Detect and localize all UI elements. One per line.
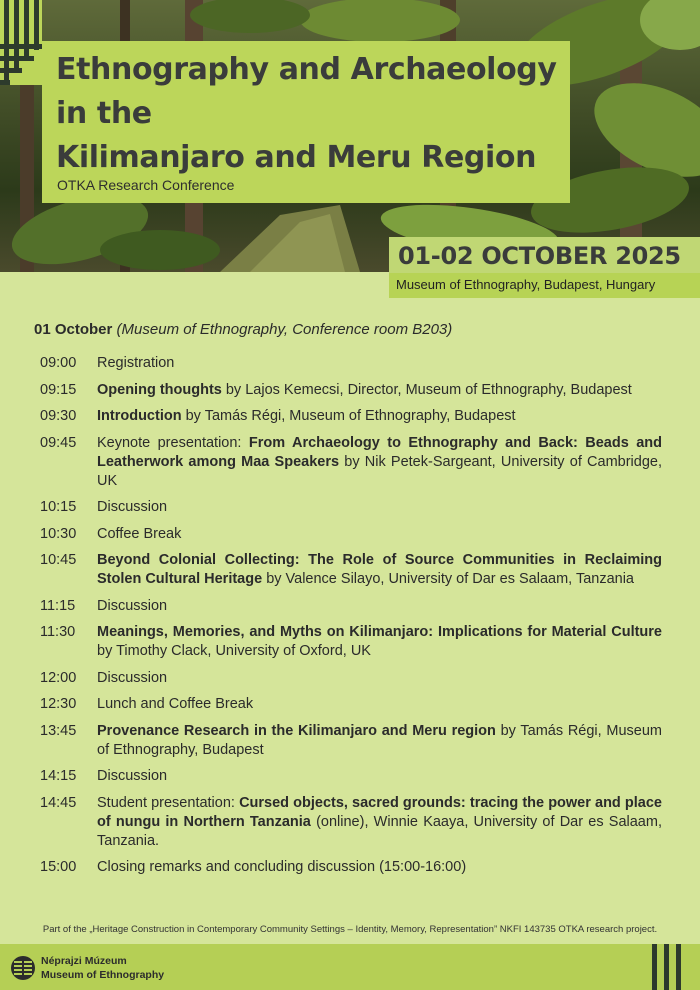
schedule-text-bold: Provenance Research in the Kilimanjaro and Meru region [97, 722, 496, 739]
schedule-text-post: by Tamás Régi, Museum of Ethnography, Budapest [181, 408, 516, 424]
schedule-text-post: by Lajos Kemecsi, Director, Museum of Ethnography, Budapest [221, 381, 632, 398]
schedule-row [40, 354, 662, 373]
schedule-text-pre: Discussion [97, 499, 168, 515]
schedule-text-post: by Timothy Clack, University of Oxford, UK [97, 643, 371, 659]
schedule-row [40, 597, 662, 616]
schedule-time: 09:00 [40, 355, 77, 371]
schedule-row [40, 722, 662, 760]
museum-name-hungarian: Néprajzi Múzeum [41, 955, 127, 967]
conference-title [56, 48, 576, 180]
schedule-text-pre: Student presentation: [97, 794, 240, 811]
schedule-text-bold: Introduction [97, 408, 182, 424]
schedule-row [40, 767, 662, 786]
schedule-text-bold: Cursed objects, sacred grounds: tracing the power and place of nungu in Northern Tanzania [97, 794, 662, 830]
corner-stripes-decoration [0, 0, 42, 85]
schedule-row [40, 525, 662, 544]
footer-bar [0, 944, 700, 990]
project-note: Part of the „Heritage Construction in Contemporary Community Settings – Identity, Memory, Representation” NKFI 143735 OTKA research project. [42, 924, 658, 935]
schedule-description [97, 407, 662, 426]
schedule-row [40, 407, 662, 426]
schedule-description [97, 354, 662, 373]
schedule-time: 12:30 [40, 696, 77, 712]
schedule-text-pre: Discussion [97, 669, 168, 686]
schedule-text-bold: From Archaeology to Ethnography and Back: Beads and Leatherwork among Maa Speakers [97, 434, 662, 470]
museum-name-english: Museum of Ethnography [41, 969, 165, 981]
schedule-text-post: by Tamás Régi, Museum of Ethnography, Budapest [97, 722, 662, 758]
schedule-description [97, 767, 662, 786]
day-location: (Museum of Ethnography, Conference room B203) [116, 321, 453, 338]
schedule-row [40, 551, 662, 589]
schedule-row [40, 381, 662, 400]
title-line-3: Kilimanjaro and Meru Region [56, 140, 537, 175]
schedule-time: 14:15 [40, 768, 77, 784]
schedule-description [97, 381, 662, 400]
day-label: 01 October [34, 321, 113, 338]
schedule-description [97, 551, 662, 589]
title-line-2: in the [56, 96, 152, 131]
schedule-row [40, 434, 662, 491]
schedule-text-pre: Keynote presentation: [97, 434, 249, 451]
schedule-row [40, 858, 662, 877]
schedule-text-pre: Registration [97, 355, 175, 371]
schedule-time: 10:15 [40, 499, 77, 515]
schedule-time: 11:30 [40, 624, 76, 640]
schedule-text-bold: Opening thoughts [97, 381, 222, 398]
schedule-text-bold: Beyond Colonial Collecting: The Role of Source Communities in Reclaiming Stolen Cultural Heritage [97, 552, 662, 587]
schedule-row [40, 669, 662, 688]
schedule-description [97, 695, 662, 714]
schedule-description [97, 858, 662, 877]
schedule-time: 09:15 [40, 381, 77, 398]
conference-venue: Museum of Ethnography, Budapest, Hungary [396, 277, 656, 292]
schedule-text-pre: Lunch and Coffee Break [97, 696, 254, 712]
schedule-row [40, 794, 662, 851]
schedule-time: 12:00 [40, 669, 77, 686]
schedule-description [97, 794, 662, 851]
schedule-text-pre: Coffee Break [97, 525, 182, 542]
schedule-time: 13:45 [40, 722, 77, 739]
schedule-description [97, 597, 662, 616]
schedule-text-post: by Valence Silayo, University of Dar es Salaam, Tanzania [262, 571, 634, 587]
schedule-text-pre: Discussion [97, 597, 168, 614]
schedule-description [97, 623, 662, 661]
schedule-text-pre: Discussion [97, 768, 168, 784]
schedule-description [97, 498, 662, 517]
footer-stripes-decoration [652, 944, 692, 990]
schedule-time: 09:45 [40, 434, 77, 451]
museum-logo-icon [10, 955, 36, 981]
schedule-time: 15:00 [40, 859, 77, 875]
schedule-row [40, 623, 662, 661]
schedule-text-pre: Closing remarks and concluding discussion (15:00-16:00) [97, 859, 467, 875]
schedule-text-bold: Meanings, Memories, and Myths on Kilimanjaro: Implications for Material Culture [97, 624, 662, 640]
schedule-text-post: (online), Winnie Kaaya, University of Dar es Salaam, Tanzania. [97, 813, 662, 849]
schedule-row [40, 498, 662, 517]
schedule-time: 10:30 [40, 525, 77, 542]
schedule-description [97, 434, 662, 491]
day-heading [34, 321, 452, 338]
conference-subtitle: OTKA Research Conference [57, 177, 235, 193]
schedule-text-post: by Nik Petek-Sargeant, University of Cambridge, UK [97, 453, 662, 489]
schedule-description [97, 669, 662, 688]
conference-date: 01-02 OCTOBER 2025 [398, 242, 681, 270]
schedule-description [97, 525, 662, 544]
schedule-time: 11:15 [40, 597, 76, 614]
title-line-1: Ethnography and Archaeology [56, 52, 557, 87]
schedule-time: 09:30 [40, 408, 77, 424]
schedule-time: 10:45 [40, 552, 77, 568]
schedule-description [97, 722, 662, 760]
schedule-list [40, 354, 662, 885]
schedule-row [40, 695, 662, 714]
schedule-time: 14:45 [40, 794, 77, 811]
